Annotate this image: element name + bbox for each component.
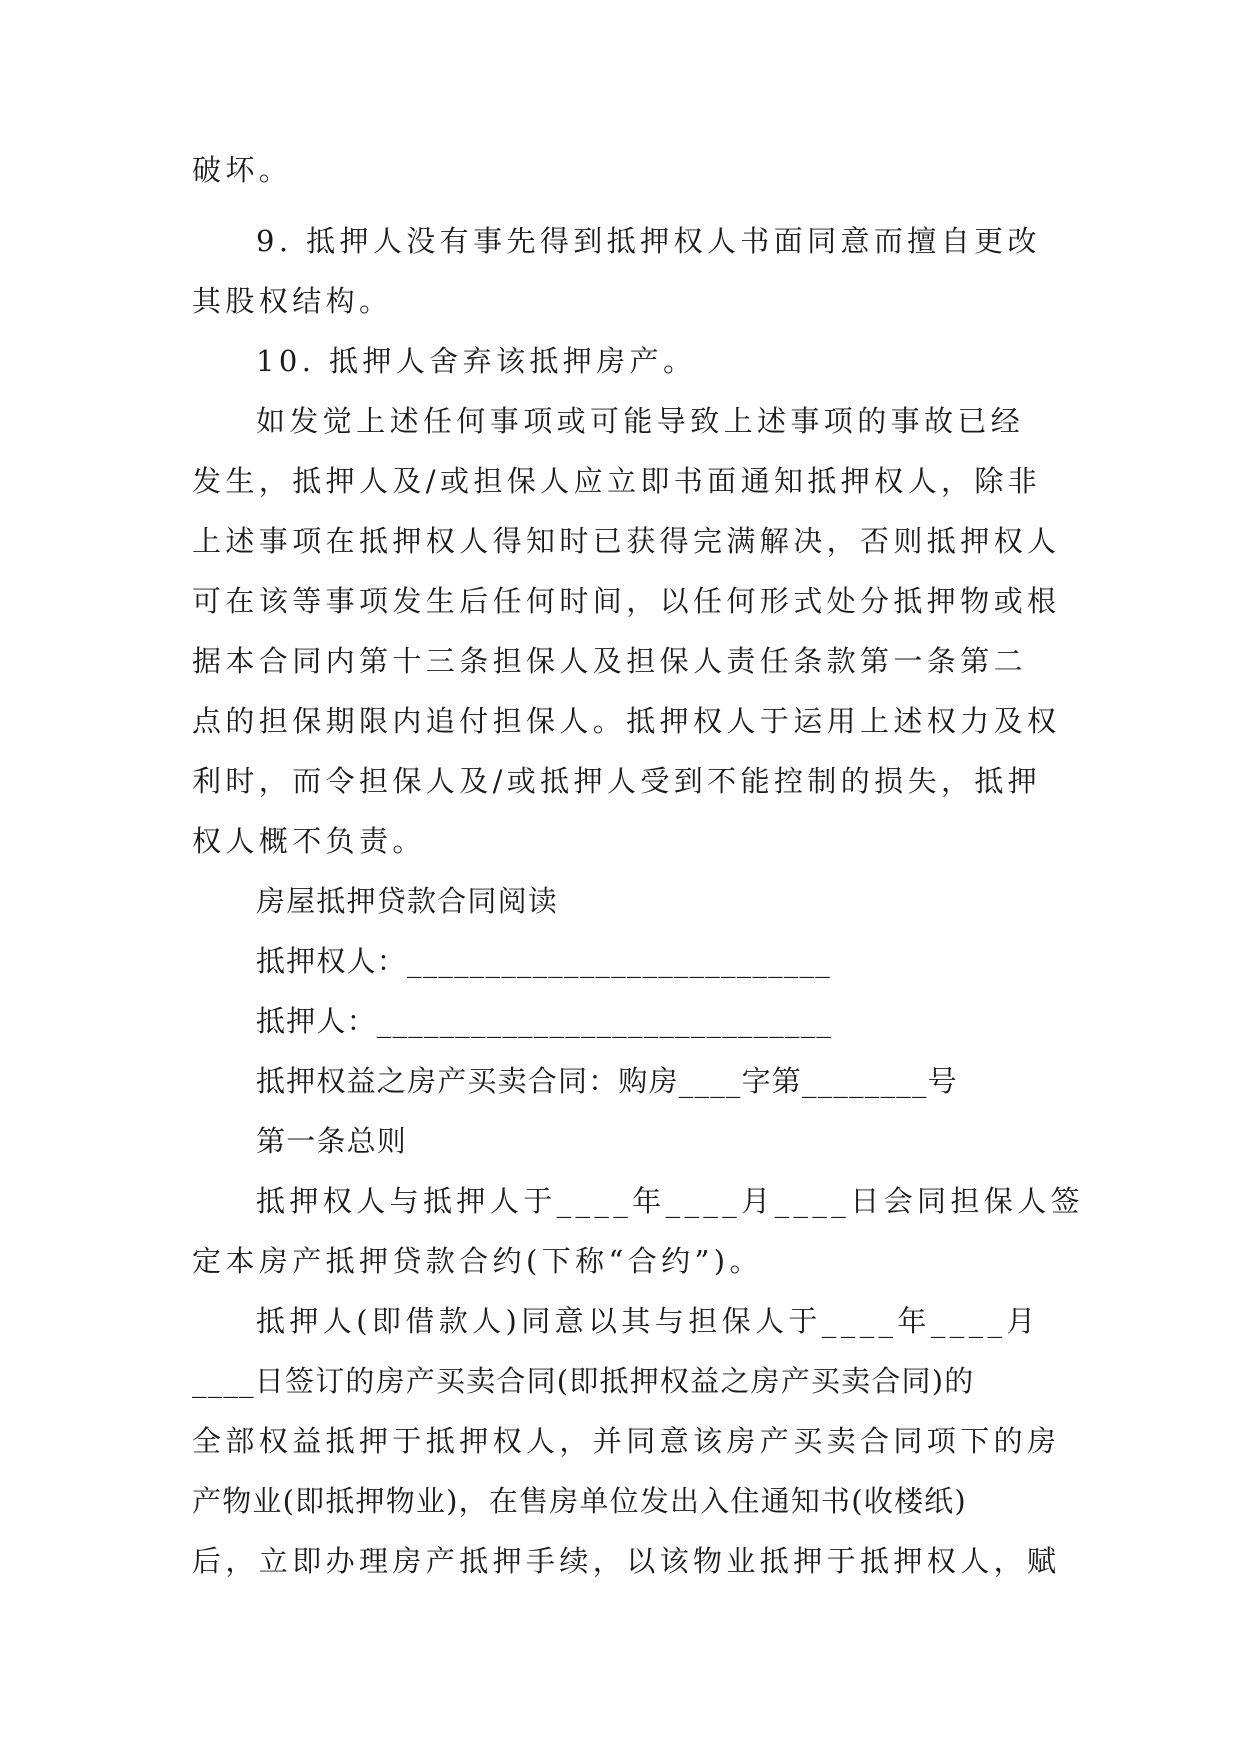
text-line: 上述事项在抵押权人得知时已获得完满解决，否则抵押权人 xyxy=(192,524,1061,558)
text-line: 后，立即办理房产抵押手续，以该物业抵押于抵押权人，赋 xyxy=(192,1544,1061,1578)
text-line: 据本合同内第十三条担保人及担保人责任条款第一条第二 xyxy=(192,644,1028,678)
text-line: 抵押权人与抵押人于____年____月____日会同担保人签 xyxy=(256,1184,1085,1218)
text-line: 破坏。 xyxy=(192,153,293,187)
text-line: 定本房产抵押贷款合约(下称“合约”)。 xyxy=(192,1244,763,1278)
text-line: 全部权益抵押于抵押权人，并同意该房产买卖合同项下的房 xyxy=(192,1424,1061,1458)
section-heading: 第一条总则 xyxy=(256,1124,408,1158)
text-line: 可在该等事项发生后任何时间，以任何形式处分抵押物或根 xyxy=(192,584,1061,618)
text-line: 利时，而令担保人及/或抵押人受到不能控制的损失，抵押 xyxy=(192,764,1042,798)
text-line: 抵押人：_____________________________ xyxy=(256,1004,833,1038)
text-line: 发生，抵押人及/或担保人应立即书面通知抵押权人，除非 xyxy=(192,464,1042,498)
text-line: 点的担保期限内追付担保人。抵押权人于运用上述权力及权 xyxy=(192,704,1061,738)
text-line: 抵押人(即借款人)同意以其与担保人于____年____月 xyxy=(256,1304,1040,1338)
text-line: 抵押权益之房产买卖合同：购房____字第________号 xyxy=(256,1064,958,1098)
section-heading: 房屋抵押贷款合同阅读 xyxy=(256,884,559,918)
text-line: 权人概不负责。 xyxy=(192,824,426,858)
text-line: 抵押权人：___________________________ xyxy=(256,944,831,978)
text-line: 如发觉上述任何事项或可能导致上述事项的事故已经 xyxy=(256,404,1025,438)
text-line: 其股权结构。 xyxy=(192,284,393,318)
text-line: 产物业(即抵押物业)，在售房单位发出入住通知书(收楼纸) xyxy=(192,1484,967,1518)
text-line: 10. 抵押人舍弃该抵押房产。 xyxy=(256,344,697,378)
text-line: ____日签订的房产买卖合同(即抵押权益之房产买卖合同)的 xyxy=(192,1364,975,1398)
text-line: 9. 抵押人没有事先得到抵押权人书面同意而擅自更改 xyxy=(256,224,1041,258)
